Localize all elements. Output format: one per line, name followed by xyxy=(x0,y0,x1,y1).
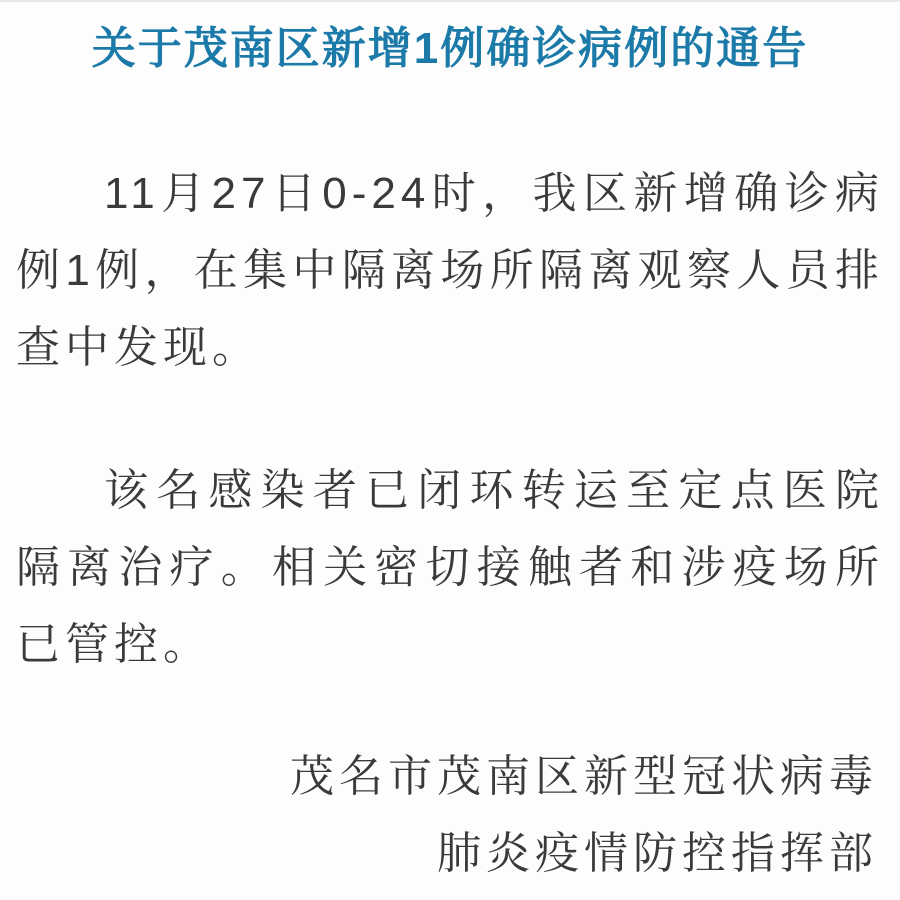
notice-title: 关于茂南区新增1例确诊病例的通告 xyxy=(91,24,809,73)
signature-block xyxy=(16,738,884,892)
notice-document xyxy=(0,19,900,892)
signature-line-command-center: 肺炎疫情防控指挥部 xyxy=(437,829,878,878)
notice-paragraph-case-report: 11月27日0-24时，我区新增确诊病例1例，在集中隔离场所隔离观察人员排查中发现。 xyxy=(16,169,884,372)
signature-line-organization: 茂名市茂南区新型冠状病毒 xyxy=(290,752,878,801)
top-edge-divider xyxy=(0,0,900,2)
notice-paragraph-measures: 该名感染者已闭环转运至定点医院隔离治疗。相关密切接触者和涉疫场所已管控。 xyxy=(16,466,884,669)
